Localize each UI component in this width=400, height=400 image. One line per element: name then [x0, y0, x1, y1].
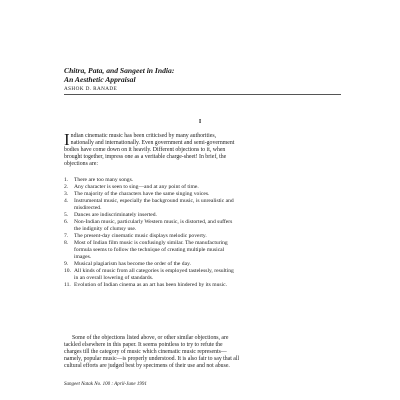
objection-text: misdirected.: [74, 205, 102, 211]
objection-text: images.: [74, 254, 92, 260]
objection-item: [64, 184, 344, 191]
objection-text: Most of Indian film music is confusingly similar. The manufacturing: [74, 240, 228, 246]
objection-text: in an overall lowering of standards.: [74, 275, 154, 281]
title-line-2: An Aesthetic Appraisal: [64, 75, 136, 84]
objections-list: [64, 177, 344, 289]
closing-line: cultural efforts are judged best by specimens of their use and not abuse.: [64, 363, 230, 369]
article-title: [64, 66, 364, 84]
objection-number: 4.: [64, 198, 69, 204]
objection-item: [64, 219, 344, 233]
objection-number: 8.: [64, 240, 69, 246]
objection-text: formula seems to follow the technique of creating multiple musical: [74, 247, 225, 253]
closing-line: Some of the objections listed above, or other similar objections, are: [72, 335, 229, 341]
closing-line: tackled elsewhere in this paper. It seems pointless to try to refute the: [64, 342, 223, 348]
objection-text: All kinds of music from all categories is employed tastelessly, resulting: [74, 268, 234, 274]
objection-item: [64, 261, 344, 268]
closing-line: charges till the category of music which cinematic music represents—: [64, 349, 227, 355]
author-name: ASHOK D. RANADE: [64, 86, 118, 92]
objection-text: The present-day cinematic music displays melodic poverty.: [74, 233, 207, 239]
objection-number: 7.: [64, 233, 69, 239]
drop-cap: I: [64, 130, 70, 149]
objection-number: 9.: [64, 261, 69, 267]
objection-number: 11.: [64, 282, 71, 288]
objection-item: [64, 233, 344, 240]
intro-line: objections are:: [64, 161, 98, 167]
journal-footer: Sangeet Natak No. 100 : April-June 1991: [64, 382, 147, 387]
objection-text: Instrumental music, especially the background music, is unrealistic and: [74, 198, 234, 204]
intro-line: nationally and internationally. Even government and semi-government: [70, 140, 235, 146]
closing-line: namely, popular music—is properly understood. It is also fair to say that all: [64, 356, 240, 362]
objection-number: 2.: [64, 184, 69, 190]
objection-item: [64, 212, 344, 219]
objection-item: [64, 268, 344, 282]
intro-line: brought together, impress one as a veritable charge-sheet! In brief, the: [64, 154, 227, 160]
objection-item: [64, 177, 344, 184]
title-line-1: Chitra, Pata, and Sangeet in India:: [64, 66, 175, 75]
objection-text: Evolution of Indian cinema as an art has been hindered by its music.: [74, 282, 228, 288]
objection-item: [64, 191, 344, 198]
objection-text: There are too many songs.: [74, 177, 134, 183]
intro-paragraph: [64, 130, 341, 168]
objection-number: 10.: [64, 268, 71, 274]
objection-item: [64, 282, 344, 289]
intro-line: ndian cinematic music has been criticised by many authorities,: [70, 133, 217, 139]
intro-line: bodies have come down on it heavily. Different objections to it, when: [64, 147, 226, 153]
objection-text: Dances are indiscriminately inserted.: [74, 212, 157, 218]
title-rule: [64, 94, 341, 95]
objection-text: Non-Indian music, particularly Western music, is distorted, and suffers: [74, 219, 233, 225]
closing-paragraph: [64, 335, 341, 370]
section-number: I: [198, 119, 202, 125]
objection-text: Any character is seen to sing—and at any point of time.: [74, 184, 199, 190]
objection-number: 6.: [64, 219, 69, 225]
objection-item: [64, 198, 344, 212]
objection-number: 1.: [64, 177, 69, 183]
objection-text: Musical plagiarism has become the order of the day.: [74, 261, 191, 267]
objection-item: [64, 240, 344, 261]
objection-text: the indignity of clumsy use.: [74, 226, 137, 232]
objection-number: 5.: [64, 212, 69, 218]
objection-text: The majority of the characters have the same singing voices.: [74, 191, 210, 197]
objection-number: 3.: [64, 191, 69, 197]
